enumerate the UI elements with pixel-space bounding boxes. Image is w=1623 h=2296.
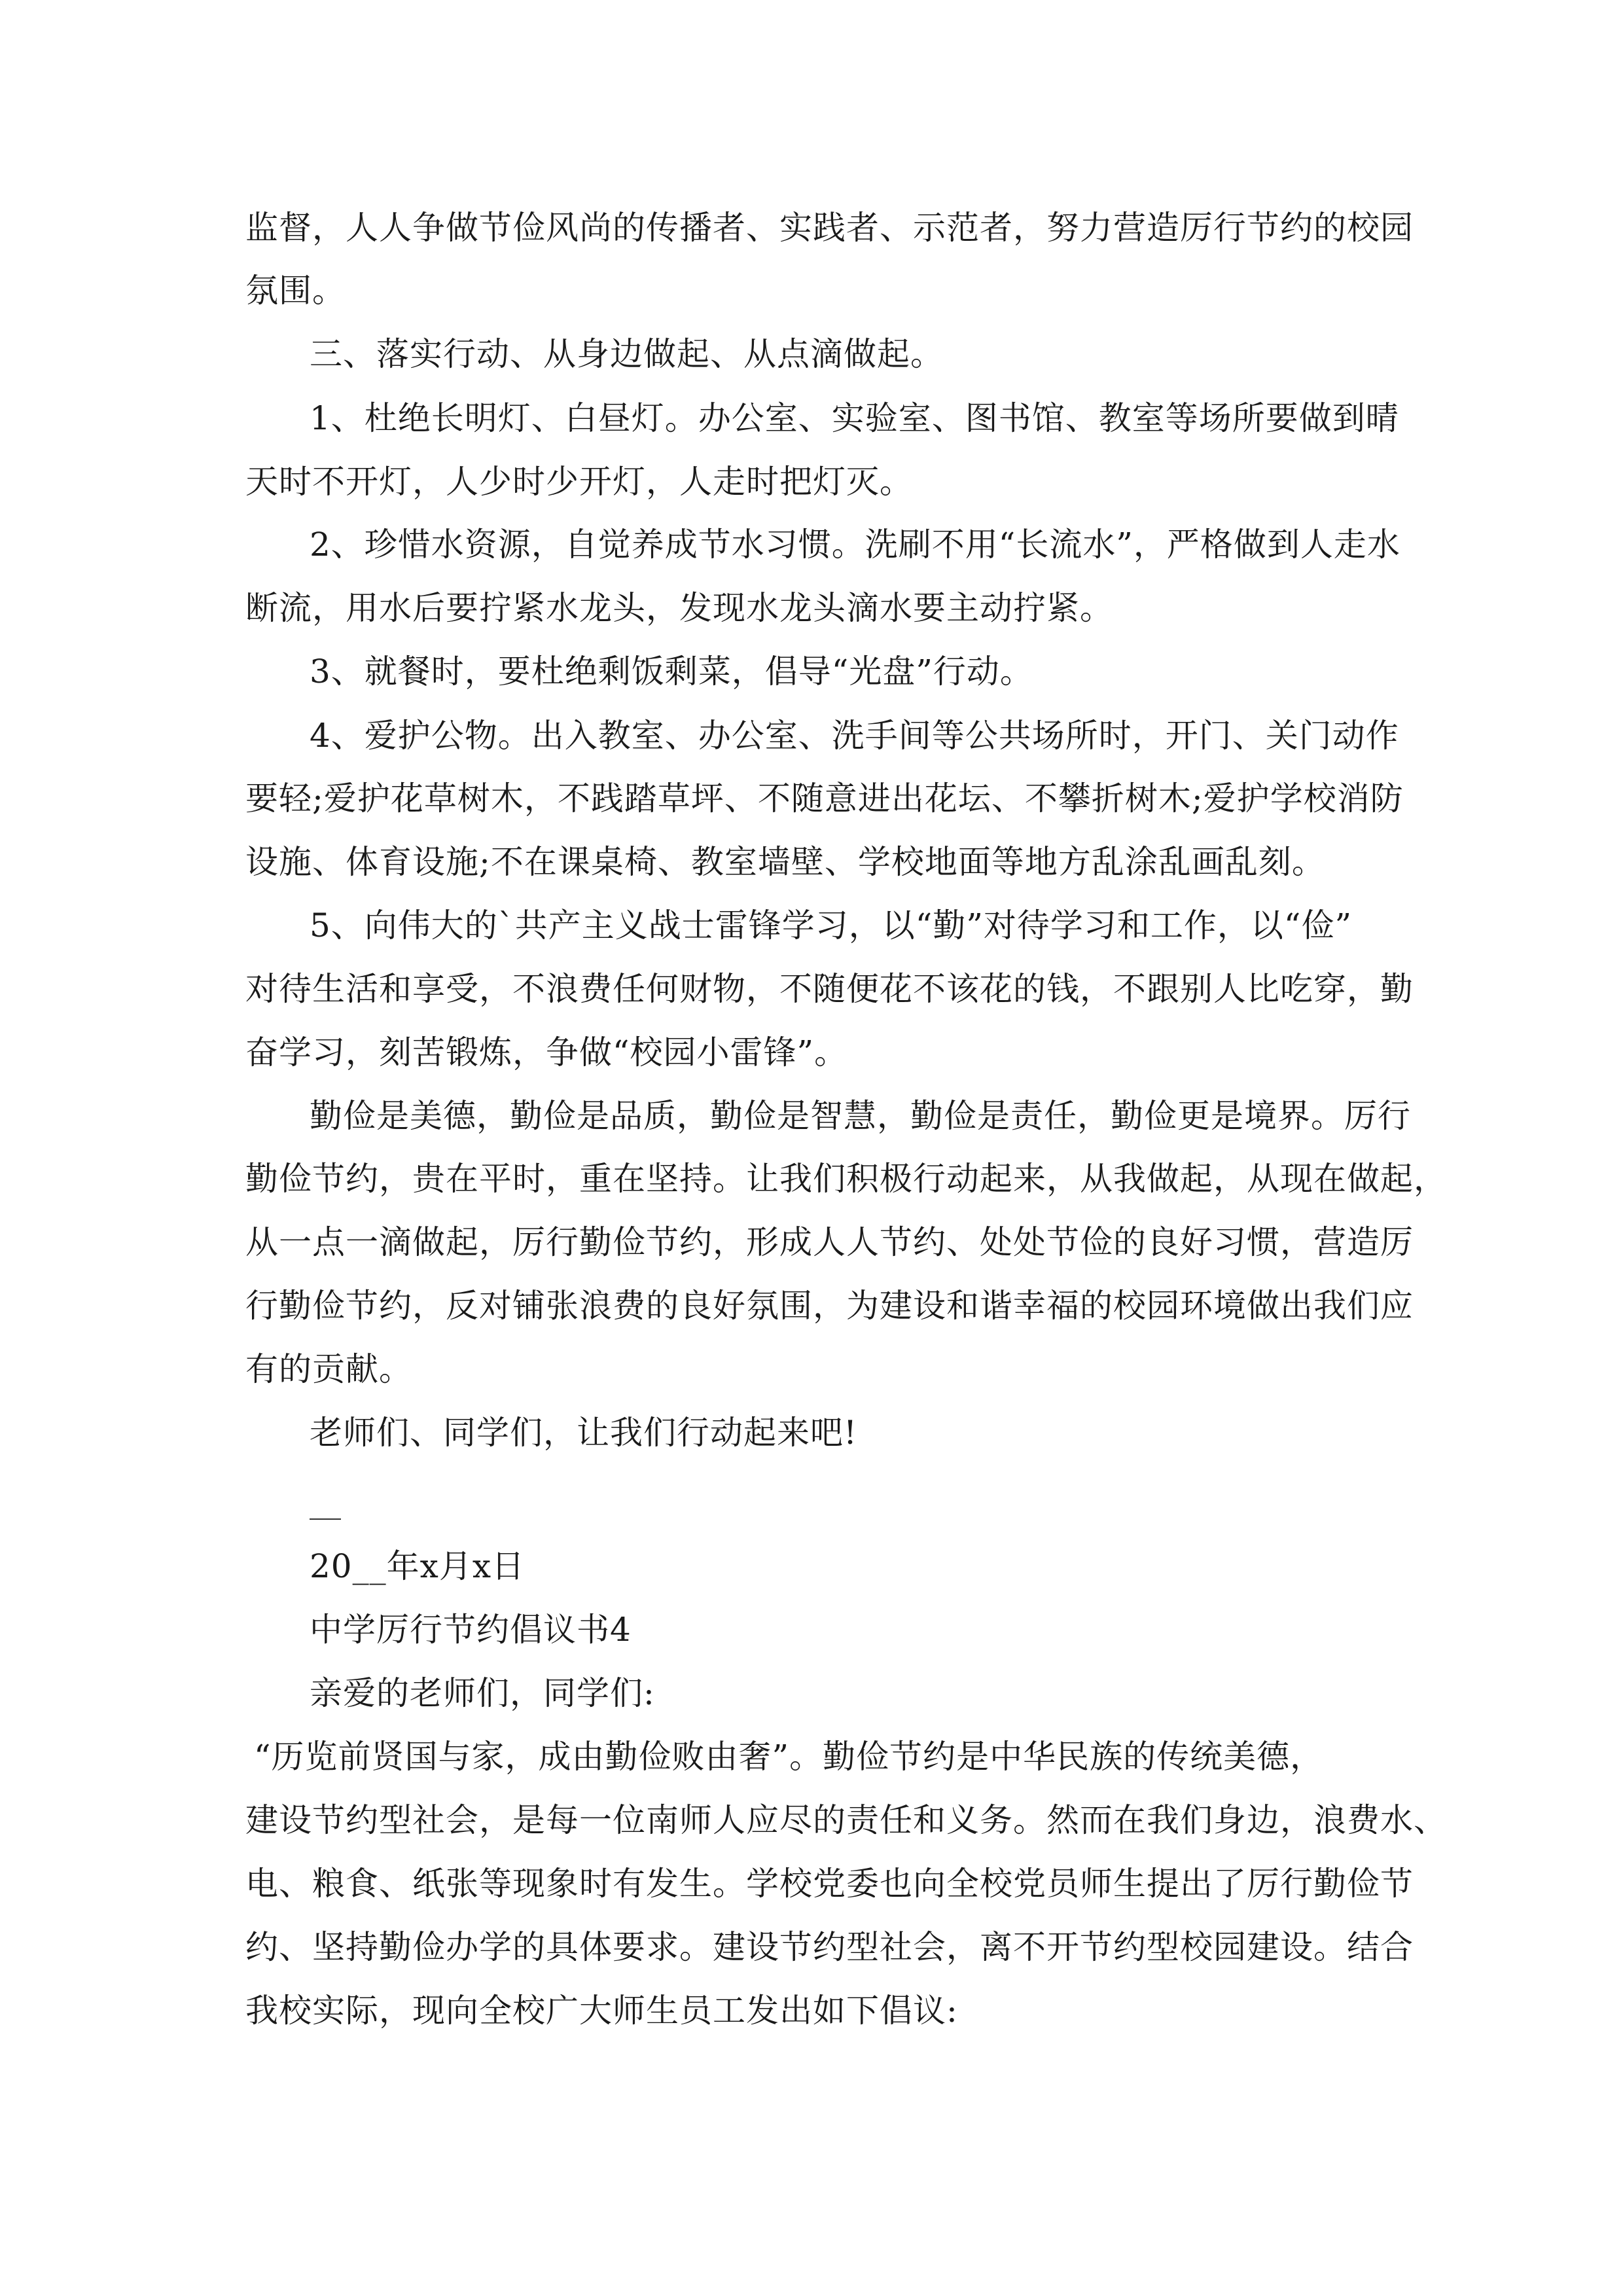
text-line: 设施、体育设施;不在课桌椅、教室墙壁、学校地面等地方乱涂乱画乱刻。	[245, 843, 1325, 881]
text-line: 对待生活和享受，不浪费任何财物，不随便花不该花的钱，不跟别人比吃穿，勤	[245, 970, 1414, 1008]
closing-call: 老师们、同学们，让我们行动起来吧!	[310, 1414, 858, 1452]
text-line: 约、坚持勤俭办学的具体要求。建设节约型社会，离不开节约型校园建设。结合	[245, 1928, 1414, 1966]
salutation: 亲爱的老师们，同学们:	[310, 1674, 655, 1712]
text-line: 勤俭节约，贵在平时，重在坚持。让我们积极行动起来，从我做起，从现在做起，	[245, 1160, 1447, 1198]
document-title: 中学厉行节约倡议书4	[310, 1611, 632, 1649]
list-item-2: 2、珍惜水资源，自觉养成节水习惯。洗刷不用“长流水”，严格做到人走水	[310, 526, 1400, 564]
date-line: 20__年x月x日	[310, 1547, 526, 1585]
list-item-5: 5、向伟大的`共产主义战士雷锋学习，以“勤”对待学习和工作，以“俭”	[310, 906, 1353, 944]
text-line: 奋学习，刻苦锻炼，争做“校园小雷锋”。	[245, 1033, 848, 1071]
text-line: 要轻;爱护花草树木，不践踏草坪、不随意进出花坛、不攀折树木;爱护学校消防	[245, 780, 1404, 817]
text-line: 有的贡献。	[245, 1350, 412, 1388]
list-item-1: 1、杜绝长明灯、白昼灯。办公室、实验室、图书馆、教室等场所要做到晴	[310, 399, 1399, 437]
section-heading: 三、落实行动、从身边做起、从点滴做起。	[310, 335, 944, 373]
list-item-4: 4、爱护公物。出入教室、办公室、洗手间等公共场所时，开门、关门动作	[310, 717, 1399, 755]
text-line: 断流，用水后要拧紧水龙头，发现水龙头滴水要主动拧紧。	[245, 589, 1113, 627]
text-line: 我校实际，现向全校广大师生员工发出如下倡议:	[245, 1992, 958, 2030]
signature-line	[310, 1518, 341, 1520]
list-item-3: 3、就餐时，要杜绝剩饭剩菜，倡导“光盘”行动。	[310, 653, 1033, 691]
text-line: 天时不开灯，人少时少开灯，人走时把灯灭。	[245, 463, 913, 501]
text-line: 电、粮食、纸张等现象时有发生。学校党委也向全校党员师生提出了厉行勤俭节	[245, 1865, 1414, 1903]
text-line: 行勤俭节约，反对铺张浪费的良好氛围，为建设和谐幸福的校园环境做出我们应	[245, 1287, 1414, 1325]
text-line: 建设节约型社会，是每一位南师人应尽的责任和义务。然而在我们身边，浪费水、	[245, 1801, 1447, 1839]
paragraph-start: 勤俭是美德，勤俭是品质，勤俭是智慧，勤俭是责任，勤俭更是境界。厉行	[310, 1097, 1411, 1135]
text-line: 从一点一滴做起，厉行勤俭节约，形成人人节约、处处节俭的良好习惯，营造厉	[245, 1223, 1414, 1261]
paragraph-start: “历览前贤国与家，成由勤俭败由奢”。勤俭节约是中华民族的传统美德，	[254, 1738, 1324, 1776]
text-line: 监督，人人争做节俭风尚的传播者、实践者、示范者，努力营造厉行节约的校园	[245, 209, 1414, 247]
text-line: 氛围。	[245, 272, 346, 310]
